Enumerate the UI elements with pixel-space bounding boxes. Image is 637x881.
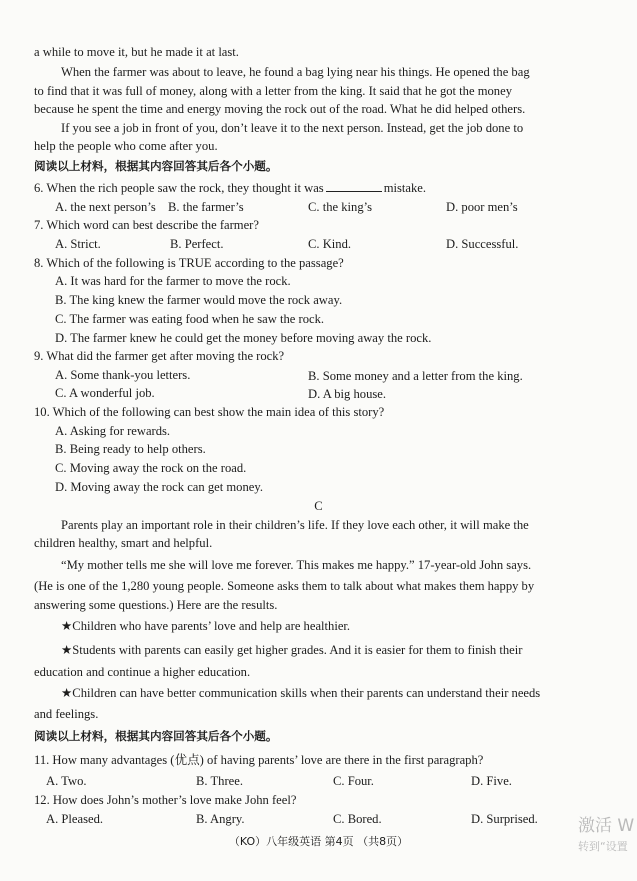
- question-12-option-a: A. Pleased.: [46, 812, 104, 826]
- question-6-stem-end: mistake.: [383, 181, 427, 195]
- question-12-stem: 12. How does John’s mother’s love make John feel?: [34, 793, 297, 807]
- section-instruction: 阅读以上材料，根据其内容回答其后各个小题。: [34, 159, 278, 173]
- question-11-option-d: D. Five.: [471, 774, 512, 788]
- question-9-stem: 9. What did the farmer get after moving the rock?: [34, 349, 285, 363]
- question-6-option-a: A. the next person’s: [55, 200, 156, 214]
- question-12-option-d: D. Surprised.: [471, 812, 538, 826]
- question-9-option-b: B. Some money and a letter from the king.: [308, 369, 523, 383]
- passage-c-line: children healthy, smart and helpful.: [34, 536, 213, 550]
- passage-b-line: If you see a job in front of you, don’t leave it to the next person. Instead, get the job done to: [61, 121, 524, 135]
- question-7-option-d: D. Successful.: [446, 237, 519, 251]
- question-11-option-c: C. Four.: [333, 774, 374, 788]
- question-10-option-d: D. Moving away the rock can get money.: [55, 480, 263, 494]
- question-11-stem: 11. How many advantages (优点) of having parents’ love are there in the first paragraph?: [34, 753, 484, 767]
- question-6-option-b: B. the farmer’s: [168, 200, 244, 214]
- section-instruction: 阅读以上材料，根据其内容回答其后各个小题。: [34, 729, 278, 743]
- question-9-option-a: A. Some thank-you letters.: [55, 368, 191, 382]
- question-6-option-c: C. the king’s: [308, 200, 373, 214]
- question-9-option-d: D. A big house.: [308, 387, 387, 401]
- question-8-option-b: B. The king knew the farmer would move the rock away.: [55, 293, 343, 307]
- passage-c-line: Parents play an important role in their children’s life. If they love each other, it will make the: [61, 518, 529, 532]
- question-7-option-c: C. Kind.: [308, 237, 352, 251]
- passage-b-line: to find that it was full of money, along with a letter from the king. It said that he got the money: [34, 84, 512, 98]
- question-12-option-c: C. Bored.: [333, 812, 382, 826]
- result-item-3: ★Children can have better communication skills when their parents can understand their needs: [61, 686, 541, 700]
- result-item-3-cont: and feelings.: [34, 707, 99, 721]
- passage-c-line: “My mother tells me she will love me forever. This makes me happy.” 17-year-old John says.: [61, 558, 532, 572]
- question-8-option-c: C. The farmer was eating food when he saw the rock.: [55, 312, 325, 326]
- passage-b-line: a while to move it, but he made it at last.: [34, 45, 239, 59]
- question-10-option-c: C. Moving away the rock on the road.: [55, 461, 247, 475]
- question-8-option-a: A. It was hard for the farmer to move the rock.: [55, 274, 291, 288]
- page-footer: （KO）八年级英语 第4页 （共8页）: [228, 835, 409, 848]
- passage-b-line: help the people who come after you.: [34, 139, 218, 153]
- result-item-2: ★Students with parents can easily get higher grades. And it is easier for them to finish their: [61, 643, 523, 657]
- question-7-option-a: A. Strict.: [55, 237, 101, 251]
- activation-watermark-hint: 转到“设置: [578, 840, 628, 853]
- passage-b-line: When the farmer was about to leave, he found a bag lying near his things. He opened the bag: [61, 65, 530, 79]
- question-6-stem-text: 6. When the rich people saw the rock, they thought it was: [34, 181, 324, 195]
- activation-watermark-title: 激活 W: [578, 816, 635, 836]
- result-item-1: ★Children who have parents’ love and help are healthier.: [61, 619, 351, 633]
- question-10-option-b: B. Being ready to help others.: [55, 442, 206, 456]
- question-7-stem: 7. Which word can best describe the farmer?: [34, 218, 259, 232]
- question-9-option-c: C. A wonderful job.: [55, 386, 155, 400]
- question-6-option-d: D. poor men’s: [446, 200, 518, 214]
- result-item-2-cont: education and continue a higher education.: [34, 665, 251, 679]
- passage-b-line: because he spent the time and energy moving the rock out of the road. What he did helped others.: [34, 102, 526, 116]
- question-10-stem: 10. Which of the following can best show the main idea of this story?: [34, 405, 385, 419]
- question-8-option-d: D. The farmer knew he could get the money before moving away the rock.: [55, 331, 432, 345]
- question-8-stem: 8. Which of the following is TRUE according to the passage?: [34, 256, 344, 270]
- question-10-option-a: A. Asking for rewards.: [55, 424, 171, 438]
- question-7-option-b: B. Perfect.: [170, 237, 224, 251]
- passage-c-line: (He is one of the 1,280 young people. Someone asks them to talk about what makes them happy by: [34, 579, 535, 593]
- passage-c-heading: C: [314, 499, 323, 513]
- question-11-option-a: A. Two.: [46, 774, 87, 788]
- answer-blank: [326, 180, 382, 192]
- question-11-option-b: B. Three.: [196, 774, 243, 788]
- question-12-option-b: B. Angry.: [196, 812, 245, 826]
- question-6-stem: [34, 180, 426, 196]
- passage-c-line: answering some questions.) Here are the results.: [34, 598, 278, 612]
